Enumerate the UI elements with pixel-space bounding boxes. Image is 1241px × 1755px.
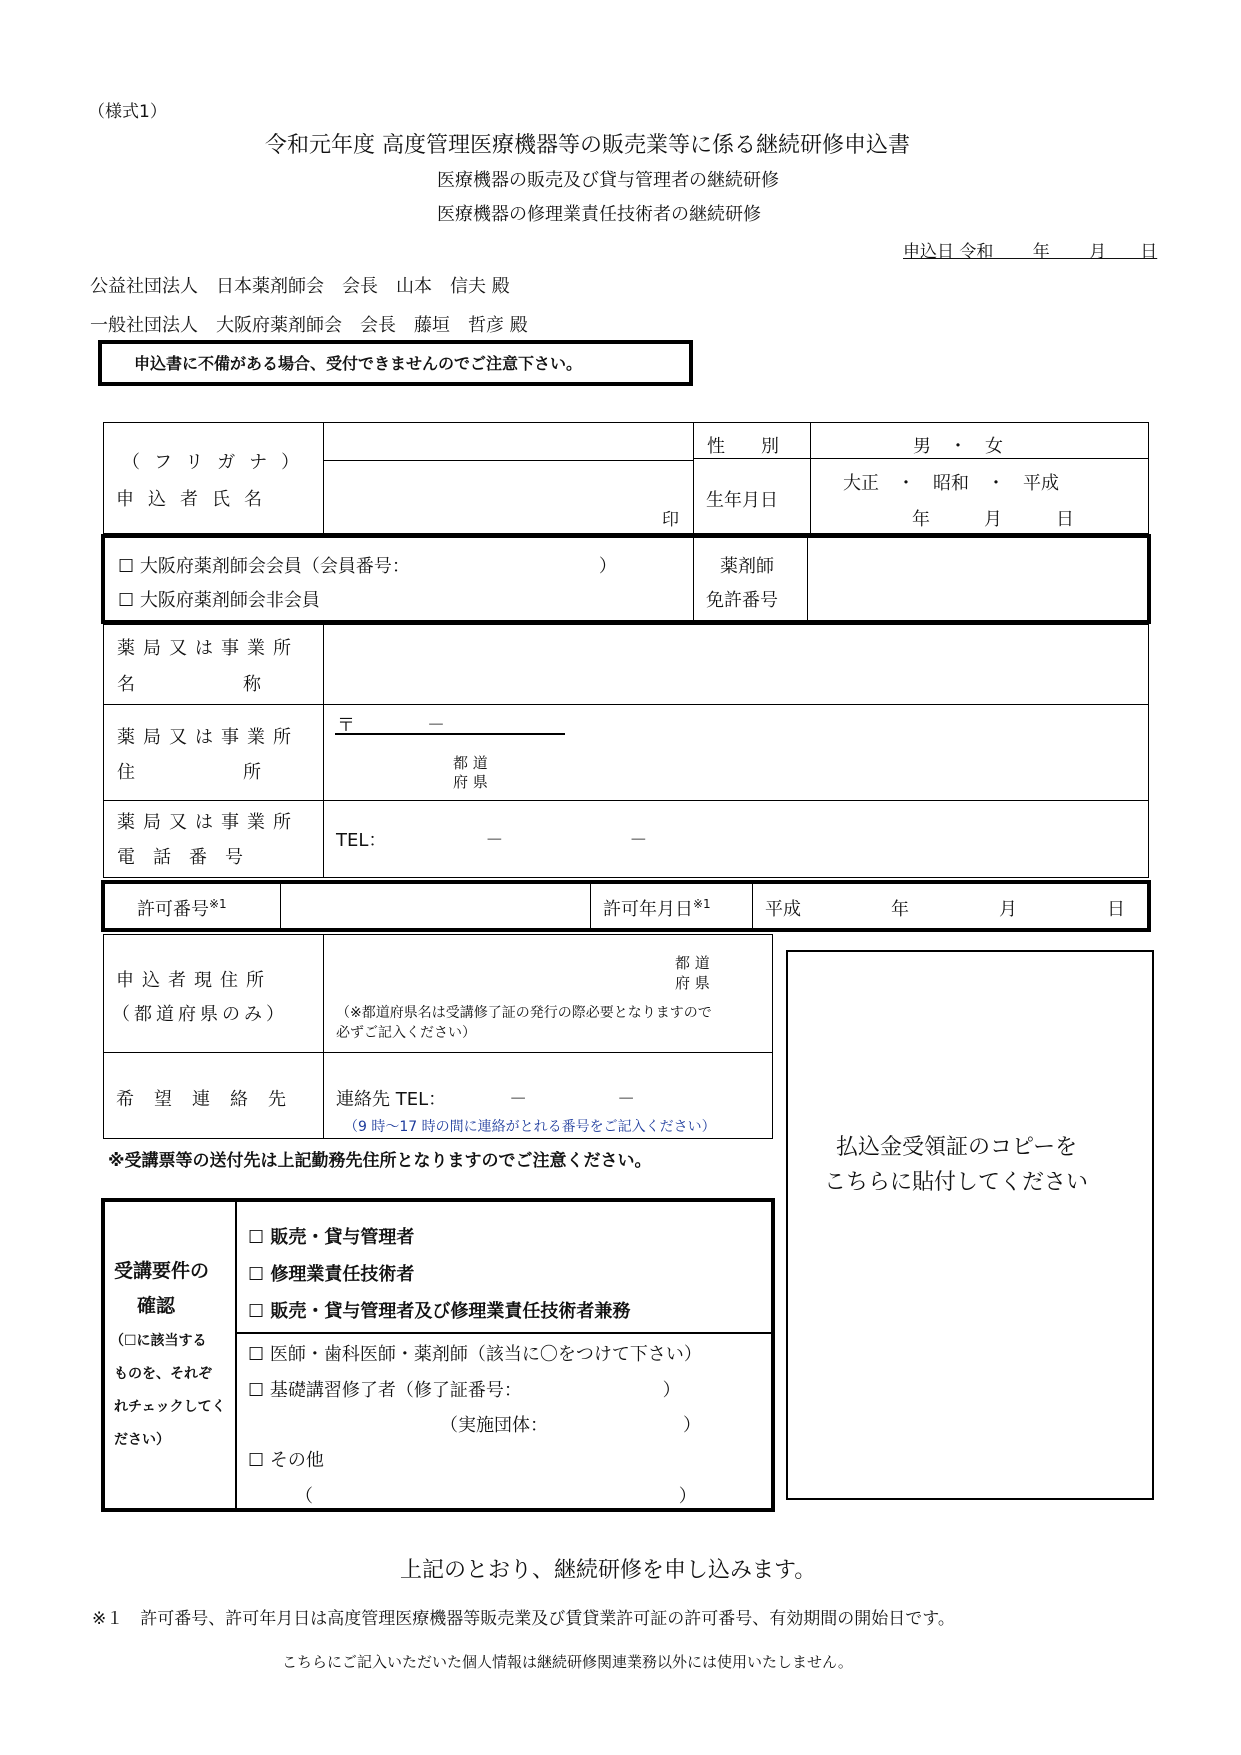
sex-label: 性 別 [707,436,779,457]
applicant-name-label: 申込者氏名 [116,489,276,510]
role-checkbox-1[interactable]: ☐ 販売・貸与管理者 [248,1227,415,1248]
requirements-label-2: 確認 [137,1295,176,1317]
send-notice: ※受講票等の送付先は上記勤務先住所となりますのでご注意ください。 [108,1151,652,1171]
pharmacy-pref-2: 府 県 [453,773,488,791]
footnote: ※１ 許可番号、許可年月日は高度管理医療機器等販売業及び賃貸業許可証の許可番号、有効期間の開始日です。 [92,1609,955,1629]
pharmacy-address-label-2: 住 所 [117,762,261,783]
closing-statement: 上記のとおり、継続研修を申し込みます。 [400,1558,817,1583]
residence-pref-2: 府 県 [675,974,710,992]
permit-number-input[interactable] [284,884,586,928]
pharmacy-tel-label-2: 電 話 番 号 [117,847,243,868]
page-title: 令和元年度 高度管理医療機器等の販売業等に係る継続研修申込書 [265,133,910,158]
requirements-label-1: 受講要件の [114,1260,210,1282]
postal-code[interactable]: 〒 － [337,715,445,736]
nonmember-checkbox[interactable]: ☐ 大阪府薬剤師会非会員 [118,590,320,611]
pharmacy-pref-1: 都 道 [453,754,488,772]
residence-label-1: 申込者現住所 [116,970,272,991]
pharmacy-address-input[interactable] [580,708,1145,796]
birthdate-label: 生年月日 [706,490,778,511]
subtitle-1: 医療機器の販売及び貸与管理者の継続研修 [437,170,779,191]
requirements-hint-3: れチェックしてく [114,1399,226,1415]
contact-tel[interactable]: 連絡先 TEL： － － [336,1089,636,1110]
furigana-label: （フリガナ） [122,452,314,473]
qualification-organizer[interactable]: （実施団体： ） [440,1415,701,1436]
pharmacy-name-label-2: 名 称 [117,674,261,695]
requirements-hint-4: ださい） [114,1432,170,1448]
qualification-checkbox-2[interactable]: ☐ 基礎講習修了者（修了証番号： ） [248,1380,681,1401]
contact-note: （9 時～17 時の間に連絡がとれる番号をご記入ください） [344,1119,716,1135]
license-number-input[interactable] [811,538,1147,620]
birthdate-ymd[interactable]: 年 月 日 [912,509,1074,530]
subtitle-2: 医療機器の修理業責任技術者の継続研修 [437,204,761,225]
furigana-input[interactable] [326,425,690,457]
form-number: （様式1） [88,102,167,122]
sex-choice[interactable]: 男 ・ 女 [913,436,1003,457]
receipt-line-1: 払込金受領証のコピーを [836,1135,1078,1160]
receipt-paste-box [786,950,1154,1500]
receipt-line-2: こちらに貼付してください [824,1170,1089,1195]
residence-note-1: （※都道府県名は受講修了証の発行の際必要となりますので [336,1005,712,1021]
residence-note-2: 必ずご記入ください） [336,1025,476,1041]
era-choice[interactable]: 大正 ・ 昭和 ・ 平成 [843,473,1059,494]
addressee-1: 公益社団法人 日本薬剤師会 会長 山本 信夫 殿 [90,276,510,297]
requirements-hint-1: （☐に該当する [110,1333,207,1349]
permit-date-note: ※1 [693,897,711,911]
role-checkbox-3[interactable]: ☐ 販売・貸与管理者及び修理業責任技術者兼務 [248,1301,631,1322]
notice-text: 申込書に不備がある場合、受付できませんのでご注意下さい。 [134,354,583,373]
privacy-notice: こちらにご記入いただいた個人情報は継続研修関連業務以外には使用いたしません。 [282,1653,853,1671]
pharmacy-tel[interactable]: TEL： － － [336,830,648,851]
permit-date-value[interactable]: 平成 年 月 日 [765,899,1125,920]
applicant-name-input[interactable] [326,463,690,531]
member-checkbox[interactable]: ☐ 大阪府薬剤師会会員（会員番号： ） [118,556,617,577]
pharmacy-tel-label-1: 薬局又は事業所 [117,812,299,833]
requirements-hint-2: ものを、それぞ [114,1366,212,1382]
addressee-2: 一般社団法人 大阪府薬剤師会 会長 藤垣 哲彦 殿 [90,315,528,336]
residence-input[interactable] [330,942,660,994]
qualification-other-input[interactable]: （ ） [295,1486,697,1507]
qualification-checkbox-other[interactable]: ☐ その他 [248,1450,324,1471]
role-checkbox-2[interactable]: ☐ 修理業責任技術者 [248,1264,415,1285]
seal-mark: 印 [662,510,679,530]
pharmacy-name-input[interactable] [327,628,1145,700]
contact-label: 希望連絡先 [116,1089,306,1110]
license-label-2: 免許番号 [706,590,778,611]
pharmacy-name-label-1: 薬局又は事業所 [117,638,299,659]
license-label-1: 薬剤師 [720,556,774,577]
permit-date-label: 許可年月日$^{※1}$ [603,897,711,920]
residence-label-2: （都道府県のみ） [112,1004,288,1025]
qualification-checkbox-1[interactable]: ☐ 医師・歯科医師・薬剤師（該当に〇をつけて下さい） [248,1344,702,1365]
permit-number-note: ※1 [209,897,227,911]
pharmacy-address-label-1: 薬局又は事業所 [117,727,299,748]
residence-pref-1: 都 道 [675,954,710,972]
permit-number-label: 許可番号$^{※1}$ [137,897,227,920]
apply-date[interactable]: 申込日 令和 年 月 日 [903,242,1158,262]
